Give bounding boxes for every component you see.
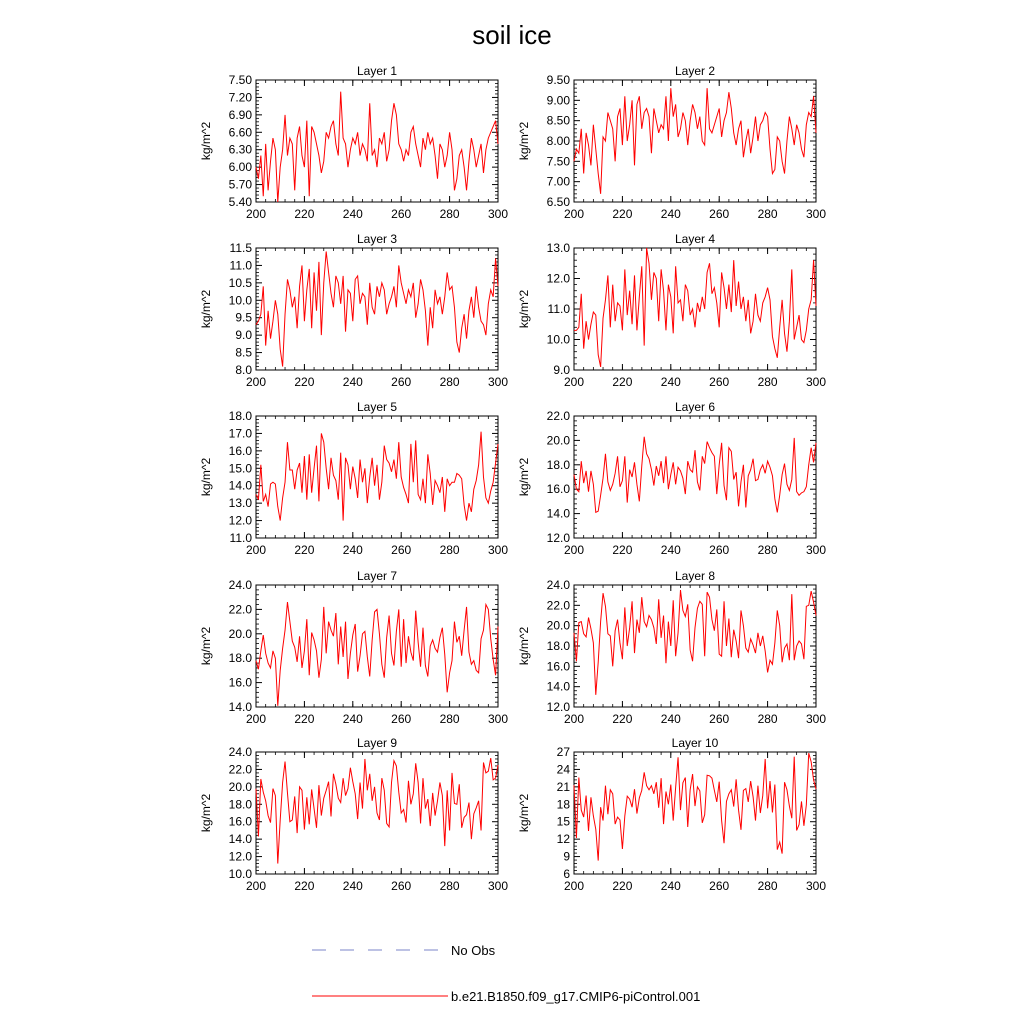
y-tick-label: 15.0 xyxy=(228,461,252,476)
y-tick-label: 13.0 xyxy=(546,241,570,255)
x-tick-label: 260 xyxy=(391,712,412,726)
y-tick-label: 10.0 xyxy=(546,332,570,347)
y-tick-label: 6.30 xyxy=(228,142,252,157)
chart-panel xyxy=(199,400,508,557)
plot-frame xyxy=(574,248,816,370)
series-line xyxy=(574,753,816,860)
x-tick-label: 220 xyxy=(612,207,633,221)
y-tick-label: 9.00 xyxy=(546,93,570,108)
x-tick-label: 220 xyxy=(612,375,633,389)
y-tick-label: 9.0 xyxy=(553,363,570,377)
plot-frame xyxy=(574,752,816,874)
x-tick-label: 280 xyxy=(439,543,460,557)
y-tick-label: 18.0 xyxy=(546,639,570,653)
y-tick-label: 12.0 xyxy=(546,700,570,714)
y-tick-label: 21 xyxy=(556,779,570,794)
panel-title: Layer 6 xyxy=(674,400,716,414)
x-tick-label: 200 xyxy=(563,375,585,389)
x-tick-label: 220 xyxy=(612,712,633,726)
x-tick-label: 300 xyxy=(805,207,827,221)
y-tick-label: 10.0 xyxy=(228,867,252,881)
chart-panel xyxy=(199,64,508,221)
x-tick-label: 200 xyxy=(245,543,267,557)
y-tick-label: 15 xyxy=(556,814,570,829)
series-line xyxy=(256,602,498,706)
x-tick-label: 300 xyxy=(487,543,509,557)
x-tick-label: 260 xyxy=(391,543,412,557)
chart-panel xyxy=(199,232,508,389)
x-tick-label: 240 xyxy=(660,375,681,389)
y-tick-label: 22.0 xyxy=(546,598,570,613)
x-tick-label: 280 xyxy=(757,543,778,557)
y-tick-label: 24.0 xyxy=(228,745,252,759)
series-line xyxy=(256,92,498,202)
y-tick-label: 22.0 xyxy=(228,762,252,777)
x-tick-label: 200 xyxy=(245,375,267,389)
y-tick-label: 16.0 xyxy=(546,482,570,497)
y-tick-label: 20.0 xyxy=(228,626,252,641)
y-tick-label: 18 xyxy=(556,797,570,812)
plot-frame xyxy=(256,416,498,538)
x-tick-label: 240 xyxy=(660,543,681,557)
y-axis-label: kg/m^2 xyxy=(199,457,213,497)
y-tick-label: 10.5 xyxy=(228,275,252,290)
y-tick-label: 6.00 xyxy=(228,160,252,175)
chart-panel xyxy=(517,232,826,389)
y-tick-label: 18.0 xyxy=(228,797,252,812)
y-tick-label: 24 xyxy=(556,762,570,777)
figure-title: soil ice xyxy=(472,20,552,50)
y-tick-label: 18.0 xyxy=(228,651,252,666)
y-tick-label: 11.0 xyxy=(229,531,252,545)
x-tick-label: 200 xyxy=(245,207,267,221)
y-tick-label: 6.50 xyxy=(546,195,570,209)
y-tick-label: 24.0 xyxy=(228,578,252,592)
x-tick-label: 300 xyxy=(487,712,509,726)
x-tick-label: 200 xyxy=(245,879,267,893)
x-tick-label: 260 xyxy=(709,879,730,893)
y-axis-label: kg/m^2 xyxy=(199,793,213,833)
y-tick-label: 7.50 xyxy=(546,154,570,169)
y-tick-label: 20.0 xyxy=(546,433,570,448)
y-tick-label: 12.0 xyxy=(546,531,570,545)
y-tick-label: 22.0 xyxy=(546,409,570,423)
legend-label-no-obs: No Obs xyxy=(451,943,496,958)
x-tick-label: 240 xyxy=(342,879,363,893)
y-tick-label: 17.0 xyxy=(228,426,252,441)
x-tick-label: 260 xyxy=(391,879,412,893)
x-tick-label: 280 xyxy=(757,712,778,726)
x-tick-label: 300 xyxy=(487,879,509,893)
panel-title: Layer 10 xyxy=(671,736,719,750)
series-line xyxy=(256,251,498,366)
y-tick-label: 9.50 xyxy=(546,73,570,87)
y-tick-label: 14.0 xyxy=(546,679,570,694)
x-tick-label: 260 xyxy=(709,543,730,557)
legend xyxy=(312,943,700,1004)
x-tick-label: 240 xyxy=(660,207,681,221)
x-tick-label: 220 xyxy=(294,543,315,557)
y-tick-label: 12 xyxy=(556,832,570,847)
y-tick-label: 27 xyxy=(556,745,570,759)
y-tick-label: 11.0 xyxy=(547,302,570,316)
x-tick-label: 240 xyxy=(342,207,363,221)
y-tick-label: 16.0 xyxy=(228,814,252,829)
y-tick-label: 12.0 xyxy=(546,271,570,286)
y-tick-label: 11.5 xyxy=(229,241,252,255)
x-tick-label: 220 xyxy=(294,207,315,221)
panel-title: Layer 9 xyxy=(356,736,398,750)
x-tick-label: 240 xyxy=(342,712,363,726)
x-tick-label: 220 xyxy=(294,712,315,726)
x-tick-label: 300 xyxy=(805,543,827,557)
x-tick-label: 260 xyxy=(391,207,412,221)
x-tick-label: 240 xyxy=(342,543,363,557)
x-tick-label: 200 xyxy=(563,207,585,221)
y-tick-label: 12.0 xyxy=(228,849,252,864)
series-line xyxy=(574,437,816,513)
x-tick-label: 300 xyxy=(487,375,509,389)
y-tick-label: 10.0 xyxy=(228,293,252,308)
x-tick-label: 220 xyxy=(294,879,315,893)
x-tick-label: 220 xyxy=(612,543,633,557)
x-tick-label: 300 xyxy=(805,375,827,389)
panel-title: Layer 1 xyxy=(356,64,398,78)
y-tick-label: 5.70 xyxy=(228,177,252,192)
y-tick-label: 6.60 xyxy=(228,125,252,140)
x-tick-label: 200 xyxy=(563,543,585,557)
panel-title: Layer 2 xyxy=(674,64,716,78)
panels-grid xyxy=(199,64,826,893)
y-tick-label: 24.0 xyxy=(546,578,570,592)
series-line xyxy=(574,248,816,367)
x-tick-label: 300 xyxy=(487,207,509,221)
series-line xyxy=(256,432,498,521)
series-line xyxy=(574,88,816,194)
x-tick-label: 280 xyxy=(757,879,778,893)
y-tick-label: 9 xyxy=(563,849,570,864)
y-tick-label: 6 xyxy=(563,867,570,881)
x-tick-label: 280 xyxy=(439,375,460,389)
x-tick-label: 200 xyxy=(563,879,585,893)
x-tick-label: 220 xyxy=(294,375,315,389)
y-tick-label: 9.0 xyxy=(235,328,252,343)
series-line xyxy=(256,758,498,863)
y-tick-label: 8.50 xyxy=(546,113,570,128)
y-tick-label: 12.0 xyxy=(228,513,252,528)
y-tick-label: 20.0 xyxy=(228,779,252,794)
x-tick-label: 280 xyxy=(439,712,460,726)
x-tick-label: 220 xyxy=(612,879,633,893)
panel-title: Layer 3 xyxy=(356,232,398,246)
y-tick-label: 14.0 xyxy=(228,832,252,847)
y-tick-label: 9.5 xyxy=(235,310,252,325)
y-tick-label: 7.50 xyxy=(228,73,252,87)
chart-panel xyxy=(517,64,826,221)
y-tick-label: 14.0 xyxy=(228,700,252,714)
y-tick-label: 11.0 xyxy=(229,258,252,273)
series-line xyxy=(574,590,816,695)
y-axis-label: kg/m^2 xyxy=(517,457,531,497)
chart-panel xyxy=(517,400,826,557)
chart-panel xyxy=(517,569,826,726)
plot-frame xyxy=(256,585,498,707)
x-tick-label: 240 xyxy=(660,879,681,893)
x-tick-label: 260 xyxy=(391,375,412,389)
y-tick-label: 8.00 xyxy=(546,134,570,148)
x-tick-label: 240 xyxy=(342,375,363,389)
x-tick-label: 300 xyxy=(805,712,827,726)
x-tick-label: 300 xyxy=(805,879,827,893)
y-tick-label: 13.0 xyxy=(228,496,252,511)
x-tick-label: 280 xyxy=(757,207,778,221)
y-tick-label: 22.0 xyxy=(228,602,252,617)
y-tick-label: 14.0 xyxy=(228,478,252,493)
x-tick-label: 260 xyxy=(709,712,730,726)
panel-title: Layer 7 xyxy=(356,569,398,583)
y-axis-label: kg/m^2 xyxy=(199,289,213,329)
y-axis-label: kg/m^2 xyxy=(517,121,531,161)
panel-title: Layer 4 xyxy=(674,232,716,246)
x-tick-label: 280 xyxy=(439,879,460,893)
plot-frame xyxy=(256,80,498,202)
x-tick-label: 200 xyxy=(563,712,585,726)
y-tick-label: 7.00 xyxy=(546,174,570,189)
y-axis-label: kg/m^2 xyxy=(199,626,213,666)
x-tick-label: 280 xyxy=(439,207,460,221)
y-tick-label: 7.20 xyxy=(228,90,252,105)
y-tick-label: 14.0 xyxy=(546,506,570,521)
chart-panel xyxy=(199,736,508,893)
x-tick-label: 260 xyxy=(709,375,730,389)
plot-frame xyxy=(574,416,816,538)
plot-frame xyxy=(574,585,816,707)
chart-panel xyxy=(199,569,508,726)
x-tick-label: 200 xyxy=(245,712,267,726)
y-axis-label: kg/m^2 xyxy=(517,289,531,329)
chart-panel xyxy=(517,736,826,893)
y-axis-label: kg/m^2 xyxy=(199,121,213,161)
y-tick-label: 5.40 xyxy=(228,195,252,209)
y-tick-label: 16.0 xyxy=(546,659,570,674)
legend-label-model: b.e21.B1850.f09_g17.CMIP6-piControl.001 xyxy=(451,989,701,1004)
y-tick-label: 18.0 xyxy=(228,409,252,423)
x-tick-label: 240 xyxy=(660,712,681,726)
panel-title: Layer 8 xyxy=(674,569,716,583)
y-tick-label: 8.0 xyxy=(235,363,252,377)
y-axis-label: kg/m^2 xyxy=(517,793,531,833)
y-tick-label: 20.0 xyxy=(546,618,570,633)
y-axis-label: kg/m^2 xyxy=(517,626,531,666)
plot-frame xyxy=(256,248,498,370)
x-tick-label: 280 xyxy=(757,375,778,389)
y-tick-label: 6.90 xyxy=(228,107,252,122)
y-tick-label: 16.0 xyxy=(228,443,252,458)
y-tick-label: 8.5 xyxy=(235,345,252,360)
panel-title: Layer 5 xyxy=(356,400,398,414)
y-tick-label: 18.0 xyxy=(546,457,570,472)
y-tick-label: 16.0 xyxy=(228,675,252,690)
x-tick-label: 260 xyxy=(709,207,730,221)
